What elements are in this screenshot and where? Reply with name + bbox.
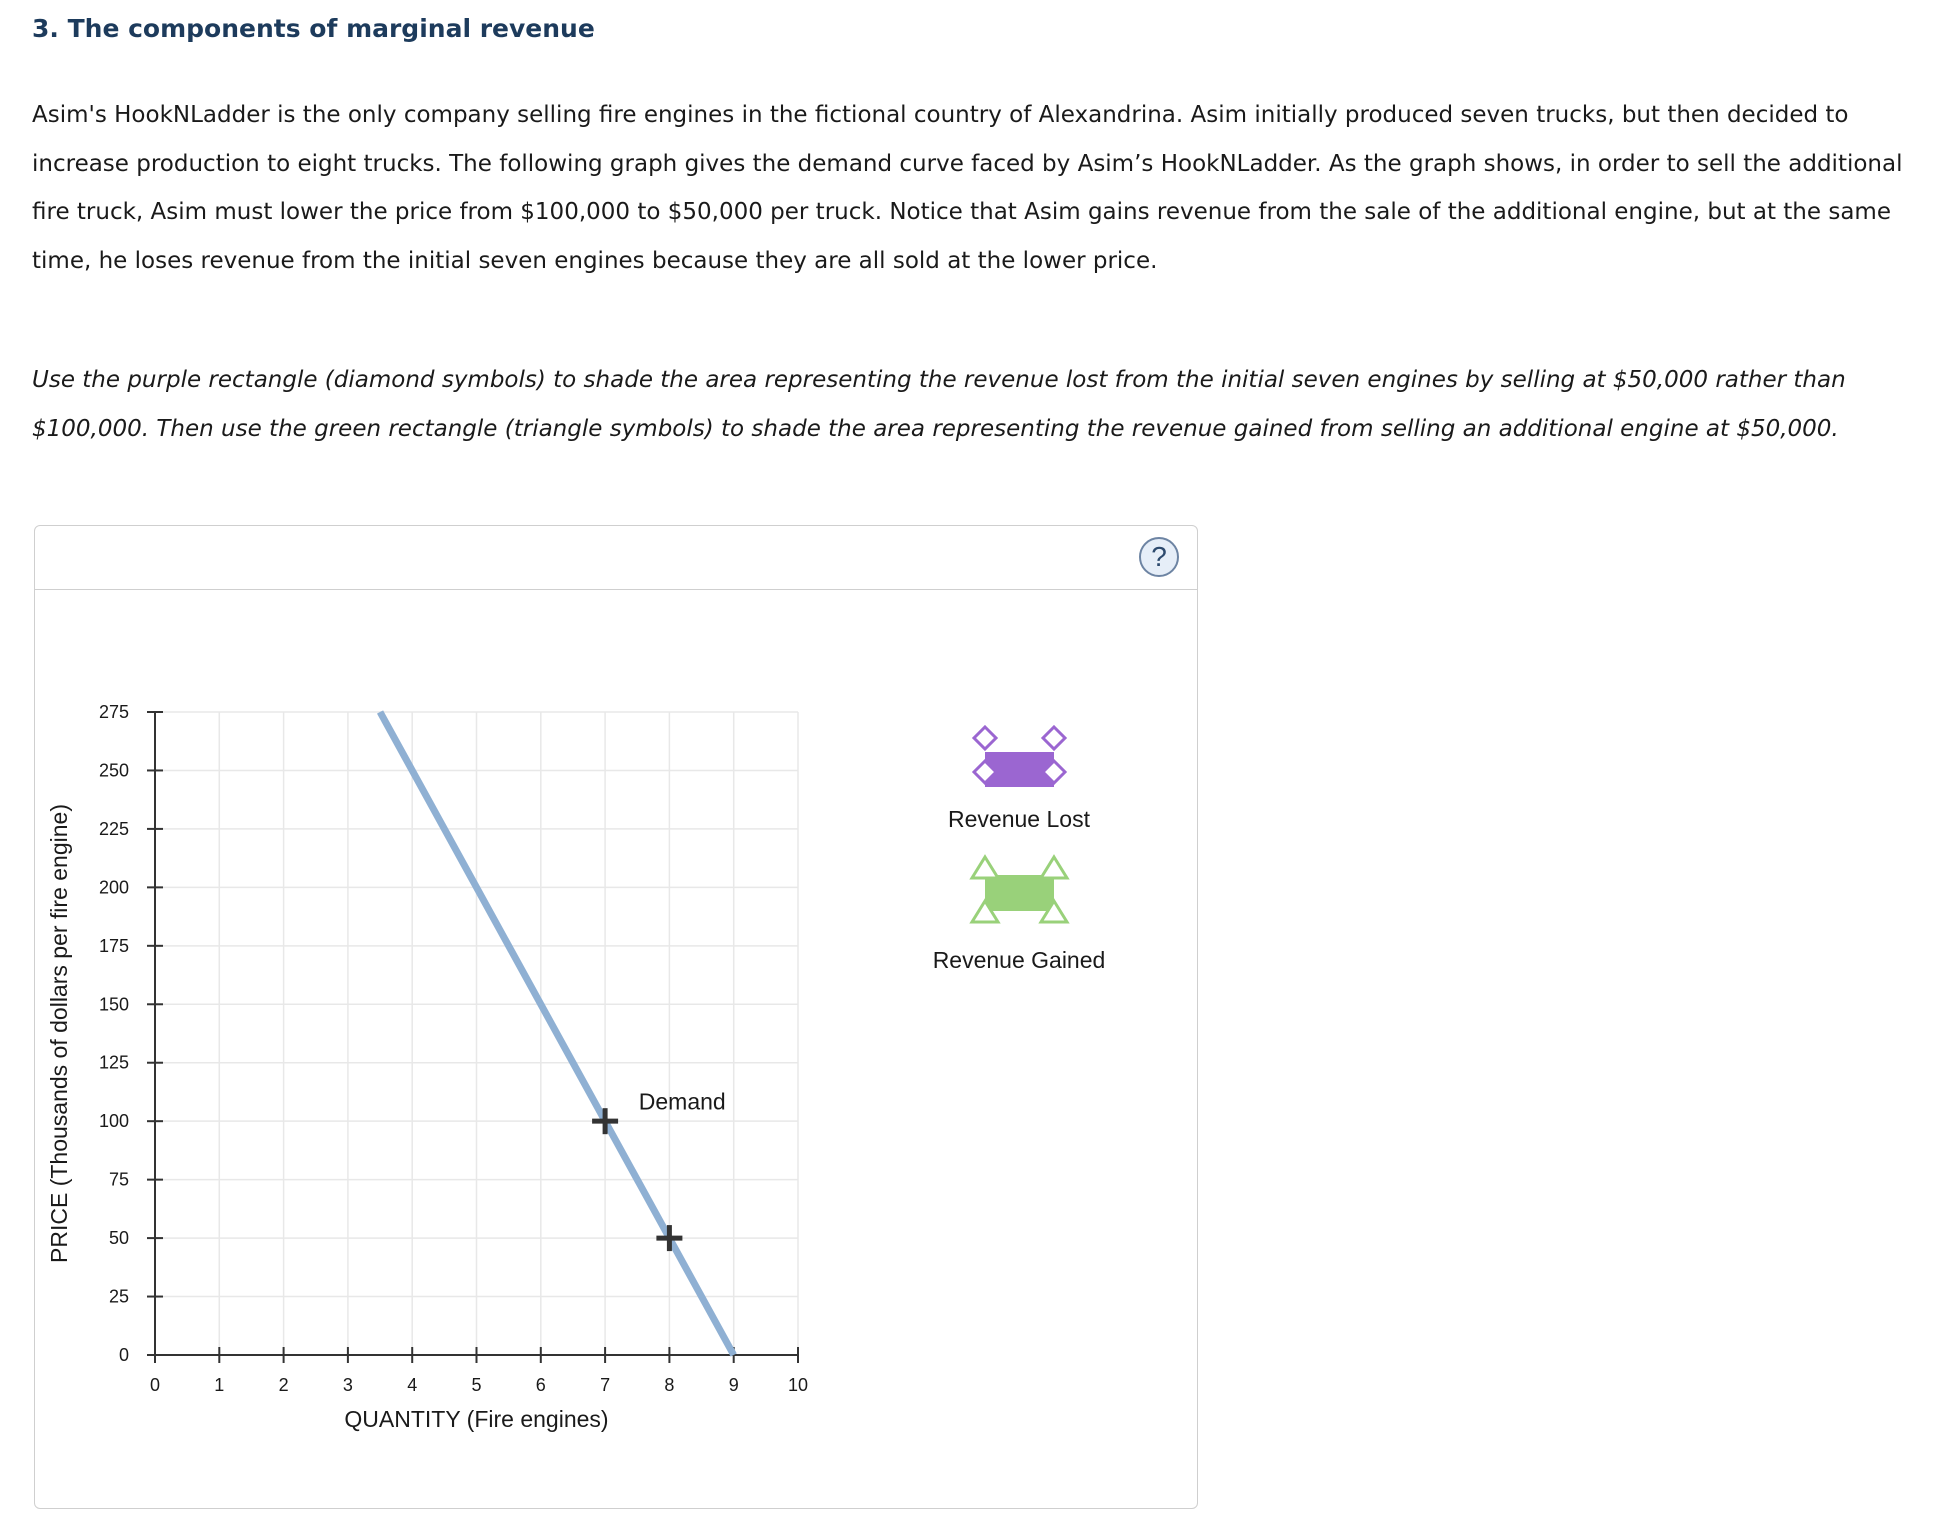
x-tick-label: 9 [728,1375,739,1395]
y-tick-label: 100 [98,1111,129,1132]
chart [35,526,1199,1510]
x-tick-label: 5 [471,1375,482,1395]
demand-curve-label: Demand [638,1088,726,1115]
demand-curve[interactable] [380,712,734,1355]
y-tick-label: 275 [98,702,129,722]
revenue-gained-tool[interactable] [972,857,1067,922]
x-tick-label: 7 [600,1375,611,1395]
grid [155,712,798,1355]
x-axis-title: QUANTITY (Fire engines) [344,1406,609,1432]
point-q7-marker[interactable] [592,1108,618,1134]
x-tick-label: 1 [214,1375,225,1395]
triangle-handle-icon[interactable] [1041,857,1067,878]
x-tick-label: 0 [149,1375,161,1395]
page-title: 3. The components of marginal revenue [32,14,595,43]
revenue-lost-tool[interactable] [974,727,1065,787]
instructions-paragraph: Use the purple rectangle (diamond symbols) to shade the area representing the revenue lost from the initial seven engines by selling at $50,000 rather than $100,000. Then use the green rectangle (triangle symbols) to shade the area representing the revenue gained from selling an additional engine at $50,000. [32,367,1846,442]
x-tick-label: 6 [535,1375,546,1395]
x-tick-label: 2 [278,1375,289,1395]
y-tick-label: 200 [98,877,129,898]
help-button[interactable]: ? [1139,537,1179,577]
legend [933,727,1106,973]
point-q8-marker[interactable] [656,1225,682,1251]
y-tick-label: 125 [98,1052,129,1073]
x-tick-label: 10 [787,1375,809,1395]
y-tick-label: 75 [108,1169,129,1190]
y-tick-label: 50 [108,1228,129,1249]
series [380,712,734,1355]
revenue-gained-label: Revenue Gained [932,947,1106,973]
intro-paragraph: Asim's HookNLadder is the only company selling fire engines in the fictional country of Alexandrina. Asim initially produced seven trucks, but then decided to increase production to eight trucks. The following graph gives the demand curve faced by Asim’s HookNLadder. As the graph shows, in order to sell the additional fire truck, Asim must lower the price from $100,000 to $50,000 per truck. Notice that Asim gains revenue from the sale of the additional engine, but at the same time, he loses revenue from the initial seven engines because they are all sold at the lower price. [32,102,1903,274]
x-tick-label: 4 [407,1375,418,1395]
revenue-gained-swatch[interactable] [985,875,1054,911]
y-tick-label: 0 [118,1345,129,1365]
y-axis-title: PRICE (Thousands of dollars per fire engine) [46,804,72,1263]
y-tick-label: 150 [98,994,129,1015]
triangle-handle-icon[interactable] [972,857,998,878]
axes [46,702,808,1432]
graph-panel [34,525,1198,1509]
y-tick-label: 25 [108,1286,129,1307]
x-tick-label: 8 [664,1375,675,1395]
y-tick-label: 225 [98,818,129,839]
y-tick-label: 175 [98,935,129,956]
x-tick-label: 3 [342,1375,353,1395]
diamond-handle-icon[interactable] [1043,727,1065,749]
diamond-handle-icon[interactable] [974,727,996,749]
y-tick-label: 250 [98,760,129,781]
revenue-lost-label: Revenue Lost [948,806,1090,832]
